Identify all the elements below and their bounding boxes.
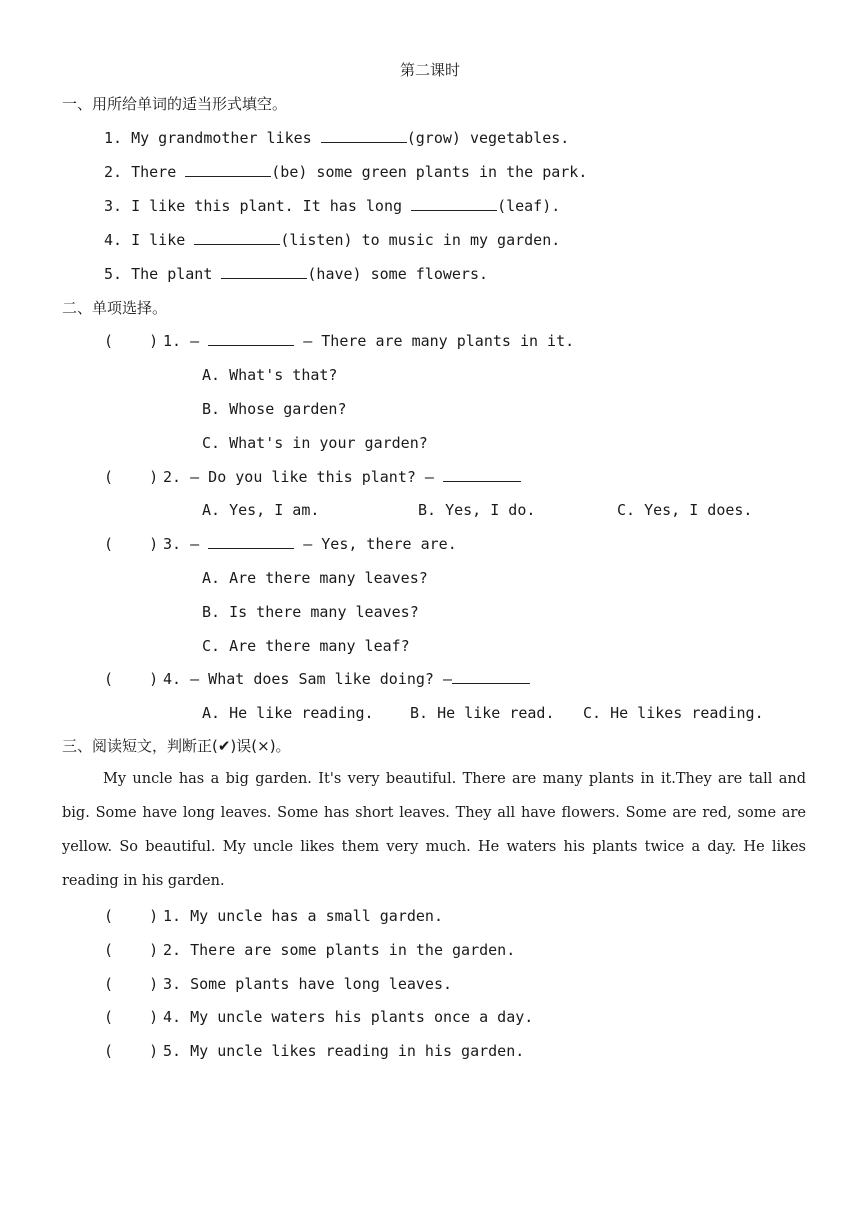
- fill-item-1: [104, 128, 569, 148]
- answer-parentheses[interactable]: [104, 940, 159, 960]
- item-number: 3.: [104, 197, 123, 215]
- item-text-after: (be) some green plants in the park.: [271, 163, 588, 181]
- fill-item-3: [104, 196, 560, 216]
- answer-parentheses[interactable]: [104, 669, 159, 689]
- question-dash: —: [190, 332, 209, 350]
- paren-close: ): [149, 1008, 159, 1026]
- item-text: Some plants have long leaves.: [190, 975, 453, 993]
- question-text: — There are many plants in it.: [294, 332, 575, 350]
- item-text-after: (grow) vegetables.: [406, 129, 570, 147]
- paren-open: (: [104, 535, 114, 553]
- paren-open: (: [104, 1042, 114, 1060]
- item-text-before: My grandmother likes: [131, 129, 321, 147]
- item-text-before: I like this plant. It has long: [131, 197, 412, 215]
- item-text: There are some plants in the garden.: [190, 941, 516, 959]
- item-number: 2.: [104, 163, 123, 181]
- option-b: B. Whose garden?: [202, 400, 347, 418]
- option-b: B. Yes, I do.: [418, 501, 536, 519]
- judge-item-1: [104, 906, 443, 926]
- answer-blank[interactable]: [194, 230, 280, 245]
- item-text: My uncle has a small garden.: [190, 907, 443, 925]
- paren-open: (: [104, 907, 114, 925]
- answer-blank[interactable]: [411, 196, 497, 211]
- choice-question-1: [104, 331, 574, 351]
- judge-item-3: [104, 974, 452, 994]
- fill-item-2: [104, 162, 587, 182]
- paren-open: (: [104, 670, 114, 688]
- judge-item-2: [104, 940, 515, 960]
- choice-question-4: [104, 669, 530, 689]
- answer-blank[interactable]: [221, 264, 307, 279]
- choice-question-2: [104, 467, 521, 487]
- option-a: A. Yes, I am.: [202, 501, 320, 519]
- item-number: 4.: [104, 231, 123, 249]
- option-b: B. He like read.: [410, 704, 555, 722]
- answer-blank[interactable]: [208, 534, 294, 549]
- option-c: C. What's in your garden?: [202, 434, 428, 452]
- answer-blank[interactable]: [443, 467, 521, 482]
- fill-item-4: [104, 230, 560, 250]
- answer-parentheses[interactable]: [104, 467, 159, 487]
- judge-item-5: [104, 1041, 524, 1061]
- answer-parentheses[interactable]: [104, 906, 159, 926]
- paren-close: ): [149, 941, 159, 959]
- answer-blank[interactable]: [452, 669, 530, 684]
- section-heading-2: 二、单项选择。: [62, 299, 168, 317]
- item-text-before: I like: [131, 231, 195, 249]
- answer-parentheses[interactable]: [104, 1041, 159, 1061]
- question-number: 2.: [163, 468, 182, 486]
- paren-close: ): [149, 975, 159, 993]
- answer-blank[interactable]: [321, 128, 407, 143]
- item-number: 5.: [104, 265, 123, 283]
- item-number: 1.: [104, 129, 123, 147]
- question-text: — Yes, there are.: [294, 535, 457, 553]
- question-number: 1.: [163, 332, 182, 350]
- paren-close: ): [149, 670, 159, 688]
- section-heading-1: 一、用所给单词的适当形式填空。: [62, 95, 288, 113]
- paren-close: ): [149, 1042, 159, 1060]
- item-text-before: The plant: [131, 265, 222, 283]
- paren-close: ): [149, 468, 159, 486]
- answer-blank[interactable]: [208, 331, 294, 346]
- option-a: A. He like reading.: [202, 704, 374, 722]
- item-text-after: (leaf).: [497, 197, 561, 215]
- item-number: 2.: [163, 941, 182, 959]
- paren-close: ): [149, 332, 159, 350]
- option-b: B. Is there many leaves?: [202, 603, 419, 621]
- item-text: My uncle waters his plants once a day.: [190, 1008, 534, 1026]
- paren-open: (: [104, 975, 114, 993]
- option-a: A. Are there many leaves?: [202, 569, 428, 587]
- answer-parentheses[interactable]: [104, 534, 159, 554]
- section-heading-3: 三、阅读短文，判断正(✔)误(×)。: [62, 737, 291, 755]
- question-number: 3.: [163, 535, 182, 553]
- paren-open: (: [104, 332, 114, 350]
- option-c: C. He likes reading.: [583, 704, 764, 722]
- answer-parentheses[interactable]: [104, 974, 159, 994]
- question-number: 4.: [163, 670, 182, 688]
- item-text-after: (listen) to music in my garden.: [280, 231, 561, 249]
- paren-close: ): [149, 535, 159, 553]
- option-a: A. What's that?: [202, 366, 338, 384]
- item-number: 1.: [163, 907, 182, 925]
- question-text: — What does Sam like doing? —: [190, 670, 453, 688]
- reading-passage: My uncle has a big garden. It's very beautiful. There are many plants in it.They are tall and big. Some have long leaves. Some has short leaves. They all have flowers. Some are red, some are yellow. So beautiful. My uncle likes them very much. He waters his plants twice a day. He likes reading in his garden.: [62, 771, 806, 889]
- option-c: C. Yes, I does.: [617, 501, 753, 519]
- item-text-before: There: [131, 163, 186, 181]
- judge-item-4: [104, 1007, 533, 1027]
- paren-open: (: [104, 941, 114, 959]
- item-number: 5.: [163, 1042, 182, 1060]
- option-c: C. Are there many leaf?: [202, 637, 410, 655]
- page-title: 第二课时: [399, 61, 460, 79]
- item-number: 3.: [163, 975, 182, 993]
- paren-close: ): [149, 907, 159, 925]
- item-number: 4.: [163, 1008, 182, 1026]
- item-text-after: (have) some flowers.: [307, 265, 489, 283]
- question-text: — Do you like this plant? —: [190, 468, 443, 486]
- choice-question-3: [104, 534, 457, 554]
- answer-parentheses[interactable]: [104, 1007, 159, 1027]
- answer-parentheses[interactable]: [104, 331, 159, 351]
- paren-open: (: [104, 1008, 114, 1026]
- paren-open: (: [104, 468, 114, 486]
- question-dash: —: [190, 535, 209, 553]
- fill-item-5: [104, 264, 488, 284]
- answer-blank[interactable]: [185, 162, 271, 177]
- item-text: My uncle likes reading in his garden.: [190, 1042, 525, 1060]
